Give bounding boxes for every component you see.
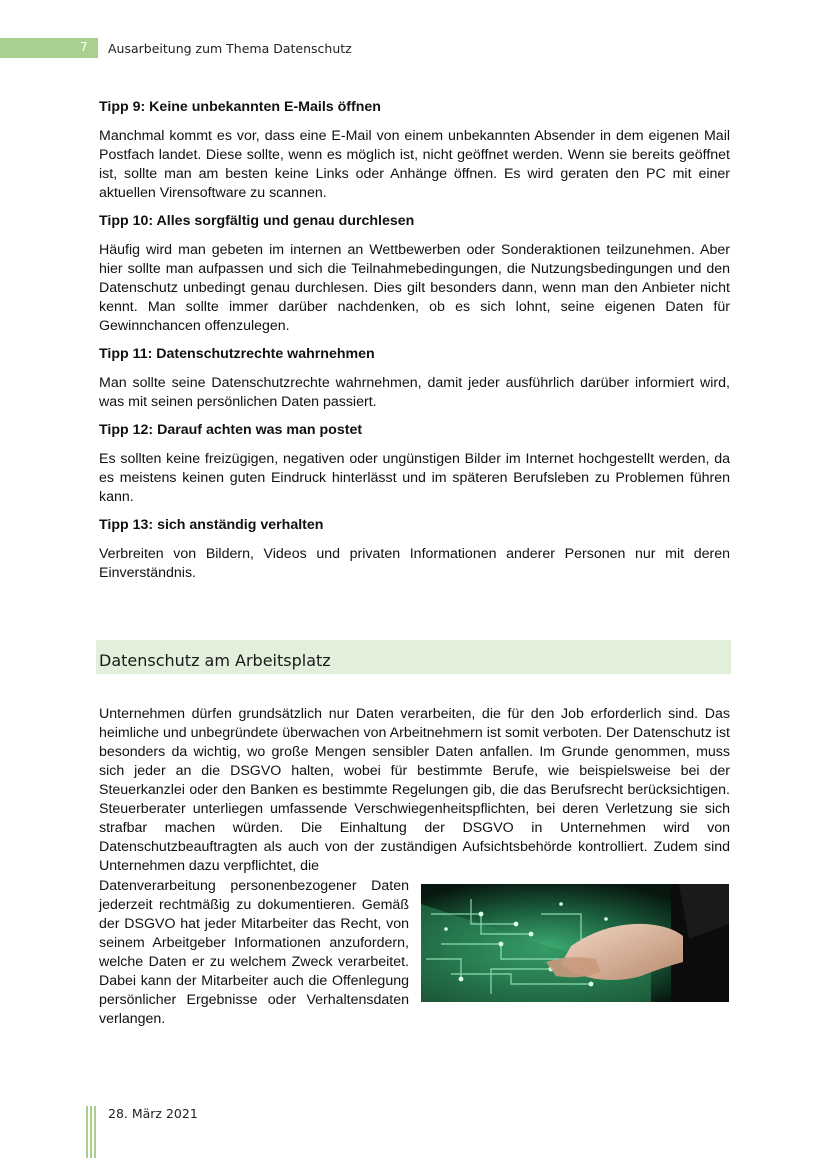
section-heading: Datenschutz am Arbeitsplatz <box>99 651 331 670</box>
tip-heading: Tipp 11: Datenschutzrechte wahrnehmen <box>99 346 375 362</box>
footer-date: 28. März 2021 <box>108 1106 198 1121</box>
footer-decoration <box>86 1106 98 1158</box>
tip-heading: Tipp 12: Darauf achten was man postet <box>99 422 363 438</box>
tip-heading: Tipp 9: Keine unbekannten E-Mails öffnen <box>99 99 381 115</box>
section-paragraph: Unternehmen dürfen grundsätzlich nur Daten verarbeiten, die für den Job erforderlich sind. Das heimliche und unbegründete überwachen von Arbeitnehmern ist somit verboten. Der Datenschutz ist besonders da wichtig, wo große Mengen sensibler Daten anfallen. Im Grunde genommen, muss sich jeder an die DSGVO halten, wobei für bestimmte Berufe, wie beispielsweise bei der Steuerkanzlei oder den Banken es bestimmte Regelungen gib, die das Berufsrecht berücksichtigen. Steuerberater unterliegen umfassende Verschwiegenheitspflichten, bei deren Verletzung sie sich strafbar machen würden. Die Einhaltung der DSGVO in Unternehmen wird von Datenschutzbeauftragten als auch von der zuständigen Aufsichtsbehörde kontrolliert. Zudem sind Unternehmen dazu verpflichtet, die <box>99 706 730 874</box>
tip-heading: Tipp 13: sich anständig verhalten <box>99 517 324 533</box>
tip-13 <box>99 516 730 583</box>
tip-text: Verbreiten von Bildern, Videos und privaten Informationen anderer Personen nur mit deren Einverständnis. <box>99 546 730 581</box>
tip-10 <box>99 212 730 336</box>
section-paragraph-wrap: Datenverarbeitung personenbezogener Daten jederzeit rechtmäßig zu dokumentieren. Gemäß der DSGVO hat jeder Mitarbeiter das Recht, von seinem Arbeitgeber Informationen anzufordern, welche Daten er zu welchem Zweck verarbeitet. Dabei kann der Mitarbeiter auch die Offenlegung persönlicher Ergebnisse oder Verhaltensdaten verlangen. <box>99 878 409 1027</box>
tip-text: Man sollte seine Datenschutzrechte wahrnehmen, damit jeder ausführlich darüber informiert wird, was mit seinen persönlichen Daten passiert. <box>99 375 730 410</box>
tips-list <box>99 98 730 592</box>
tip-12 <box>99 421 730 507</box>
tip-heading: Tipp 10: Alles sorgfältig und genau durchlesen <box>99 213 415 229</box>
header-title: Ausarbeitung zum Thema Datenschutz <box>108 41 352 56</box>
tip-text: Manchmal kommt es vor, dass eine E-Mail von einem unbekannten Absender in dem eigenen Mail Postfach landet. Diese sollte, wenn es möglich ist, nicht geöffnet werden. Wenn sie bereits geöffnet ist, sollte man am besten keine Links oder Anhänge öffnen. Es wird geraten den PC mit einer aktuellen Virensoftware zu scannen. <box>99 128 730 201</box>
tip-text: Häufig wird man gebeten im internen an Wettbewerben oder Sonderaktionen teilzunehmen. Aber hier sollte man aufpassen und sich die Teilnahmebedingungen, die Nutzungsbedingungen und den Datenschutz unbedingt genau durchlesen. Dies gilt besonders dann, wenn man den Anbieter nicht kennt. Man sollte immer darüber nachdenken, ob es sich lohnt, seine eigenen Daten für Gewinnchancen offenzulegen. <box>99 242 730 334</box>
tip-9 <box>99 98 730 203</box>
page-number: 7 <box>80 40 88 54</box>
tip-text: Es sollten keine freizügigen, negativen oder ungünstigen Bilder im Internet hochgestellt werden, da es meistens keinen guten Eindruck hinterlässt und im späteren Berufsleben zu Problemen führen kann. <box>99 451 730 505</box>
handshake-circuit-image <box>421 884 729 1002</box>
tip-11 <box>99 345 730 412</box>
